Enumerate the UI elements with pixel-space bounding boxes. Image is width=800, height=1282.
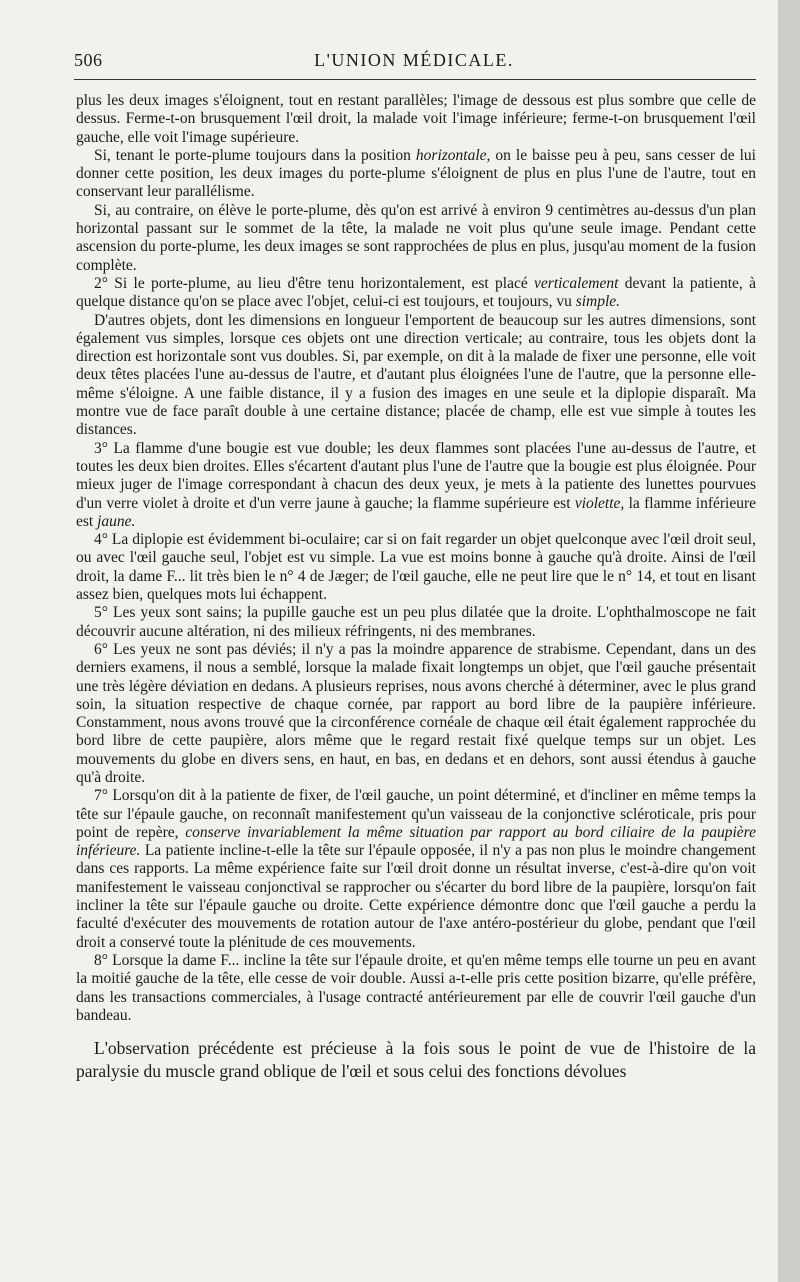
italic-text: verticalement [534,274,619,292]
page-gutter [778,0,800,1282]
paragraph [76,202,756,275]
text-run: 2° Si le porte-plume, au lieu d'être tenu horizontalement, est placé [94,274,535,292]
text-run: 5° Les yeux sont sains; la pupille gauche est un peu plus dilatée que la droite. L'ophthalmoscope ne fait découvrir aucune altération, ni des milieux réfringents, ni des membranes. [76,604,756,640]
text-run: La patiente incline-t-elle la tête sur l'épaule opposée, il n'y a pas non plus le moindre changement dans ces rapports. La même expérience faite sur l'œil droit donne un résultat inverse, c'est-à-dire qu'on voit manifestement le vaisseau conjonctival se rapprocher ou s'écarter du bord libre de la paupière, lorsqu'on fait incliner la tête sur l'épaule gauche ou droite. Cette expérience démontre donc que l'œil gauche a perdu la faculté d'exécuter des mouvements de rotation autour de l'axe antéro-postérieur du globe, pendant que l'œil droit a conservé toute la plénitude de ces mouvements. [76,842,756,951]
text-run: 6° Les yeux ne sont pas déviés; il n'y a pas la moindre apparence de strabisme. Cependant, dans un des derniers examens, il nous a semblé, lorsque la malade fixait longtemps un objet, que l'œil gauche présentait une très légère déviation en dedans. A plusieurs reprises, nous avons cherché à déterminer, avec le plus grand soin, la situation respective de chaque cornée, par rapport au bord libre de la paupière inférieure. Constamment, nous avons trouvé que la circonférence cornéale de chaque œil était également rapprochée du bord libre de cette paupière, alors même que le regard restait fixé quelque temps sur un objet. Les mouvements du globe en divers sens, en haut, en bas, en dedans et en dehors, sont aussi étendus à gauche qu'à droite. [76,640,756,786]
paragraph [76,952,756,1025]
text-run: 3° La flamme d'une bougie est vue double; les deux flammes sont placées l'une au-dessus de l'autre, et toutes les deux bien droites. Elles s'écartent d'autant plus l'une de l'autre que la bougie est plus éloignée. Pour mieux juger de l'image correspondant à chacun des deux yeux, je mets à la patiente des lunettes pourvues d'un verre violet à droite et d'un verre jaune à gauche; la flamme supérieure est [76,439,756,512]
paragraph [76,1037,756,1083]
paragraph [76,92,756,147]
italic-text: horizontale, [415,146,491,164]
text-run: D'autres objets, dont les dimensions en longueur l'emportent de beaucoup sur les autres dimensions, sont également vus simples, lorsque ces objets ont une direction verticale; au contraire, tous les objets dont la direction est horizontale sont vus doubles. Si, par exemple, on dit à la malade de fixer une personne, elle voit deux têtes placées l'une au-dessus de l'autre, et d'autant plus éloignées l'une de l'autre, que la personne elle-même s'éloigne. A une faible distance, il y a fusion des images en une seule et la diplopie disparaît. Ma montre vue de face paraît double à une certaine distance; placée de champ, elle est vue simple à toutes les distances. [76,311,756,439]
paragraph [76,641,756,787]
text-run: devant la patiente, à quelque distance qu'on se place avec l'objet, celui-ci est toujours, et toujours, vu [76,274,756,311]
page-number: 506 [74,50,103,70]
text-run: 7° Lorsqu'on dit à la patiente de fixer, de l'œil gauche, un point déterminé, et d'incliner en même temps la tête sur l'épaule gauche, on reconnaît manifestement qu'un vaisseau de la conjonctive scléroticale, pris pour point de repère, [76,787,756,841]
text-run: Si, au contraire, on élève le porte-plume, dès qu'on est arrivé à environ 9 centimètres au-dessus d'un plan horizontal passant sur le sommet de la tête, la malade ne voit plus qu'une seule image. Pendant cette ascension du porte-plume, les deux images se sont rapprochées de plus en plus, jusqu'au moment de la fusion complète. [76,201,756,274]
paragraph [76,312,756,440]
paragraph [76,147,756,202]
text-run: 8° Lorsque la dame F... incline la tête sur l'épaule droite, et qu'en même temps elle tourne un peu en avant la moitié gauche de la tête, elle cesse de voir double. Aussi a-t-elle pris cette position bizarre, qu'elle préfère, dans les transactions commerciales, à l'usage contracté antérieurement par elle de couvrir l'œil gauche d'un bandeau. [76,951,756,1024]
paragraph [76,787,756,952]
journal-title: L'UNION MÉDICALE. [314,50,514,70]
text-run: L'observation précédente est précieuse à la fois sous le point de vue de l'histoire de la paralysie du muscle grand oblique de l'œil et sous celui des fonctions dévolues [76,1038,756,1082]
text-run: plus les deux images s'éloignent, tout en restant parallèles; l'image de dessous est plus sombre que celle de dessus. Ferme-t-on brusquement l'œil droit, la malade voit l'image inférieure; ferme-t-on brusquement l'œil gauche, elle voit l'image supérieure. [76,92,756,146]
text-run: la flamme inférieure est [76,494,756,530]
paragraph [76,440,756,531]
page-header [74,48,754,76]
article-body [76,92,756,1083]
paragraph [76,604,756,641]
text-run: on le baisse peu à peu, sans cesser de lui donner cette position, les deux images du porte-plume s'éloignent de plus en plus l'une de l'autre, tout en conservant leur parallélisme. [76,146,756,201]
paragraph [76,531,756,604]
text-run: 4° La diplopie est évidemment bi-oculaire; car si on fait regarder un objet quelconque avec l'œil droit seul, ou avec l'œil gauche seul, l'objet est vu simple. La vue est moins bonne à gauche qu'à droite. Ainsi de l'œil droit, la dame F... lit très bien le n° 4 de Jæger; de l'œil gauche, elle ne peut lire que le n° 14, et tout en lisant assez bien, quelques mots lui échappent. [76,531,756,604]
header-rule [74,79,756,80]
text-run: Si, tenant le porte-plume toujours dans la position [94,146,416,164]
paragraph [76,275,756,312]
italic-text: conserve invariablement la même situation par rapport au bord ciliaire de la paupière inférieure. [76,823,756,860]
italic-text: simple. [575,293,621,311]
italic-text: jaune. [97,512,136,530]
italic-text: violette, [574,494,625,512]
